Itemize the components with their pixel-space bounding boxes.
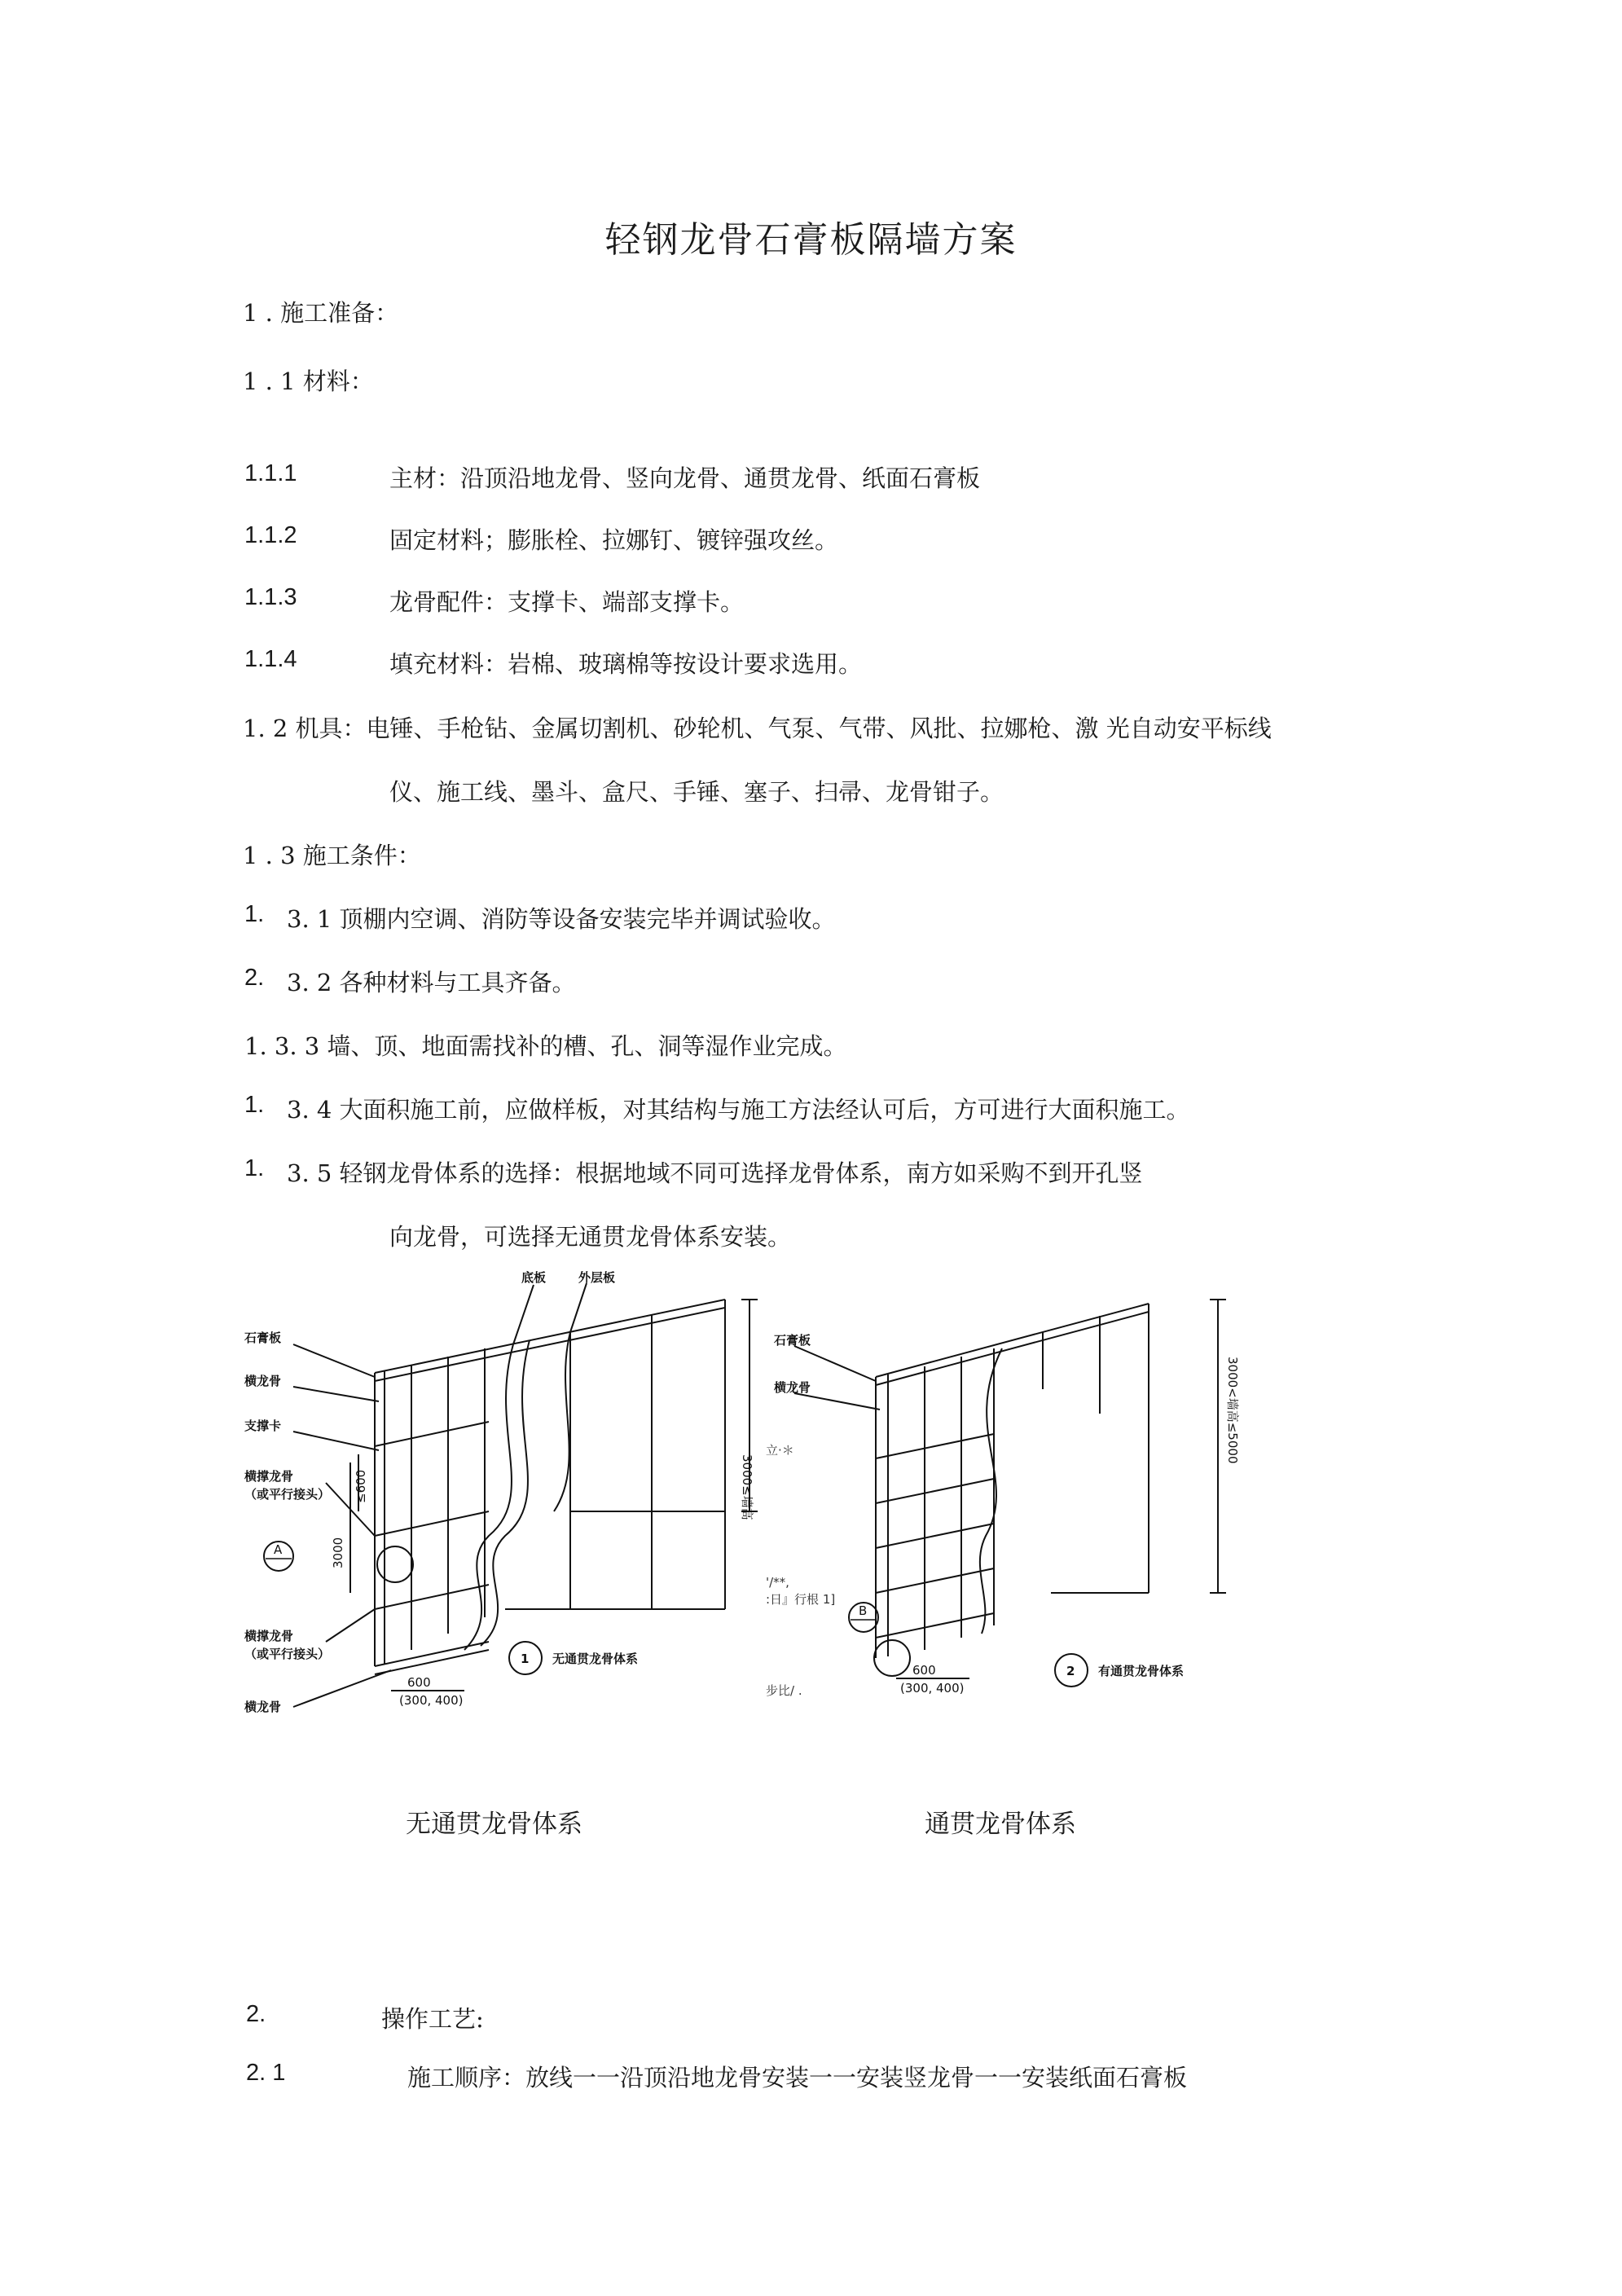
section-2-number: 2.	[246, 2001, 266, 2027]
condition-text: 3. 1 顶棚内空调、消防等设备安装完毕并调试验收。	[287, 905, 836, 933]
section-1-1-heading: 1 . 1 材料：	[243, 367, 374, 395]
figure-system-name: 无通贯龙骨体系	[552, 1652, 639, 1666]
ocr-artifact-text: 步比/ .	[766, 1683, 802, 1698]
callout-a: A	[274, 1542, 283, 1557]
label-outer-board: 外层板	[578, 1270, 616, 1285]
section-2-1-number: 2. 1	[246, 2060, 286, 2086]
material-number: 1.1.2	[244, 522, 297, 548]
tools-line-1: 1. 2 机具：电锤、手枪钻、金属切割机、砂轮机、气泵、气带、风批、拉娜枪、激 光自动安平标线	[243, 715, 1272, 742]
dim-3000: 3000	[331, 1537, 345, 1568]
label-horizontal-brace-note: （或平行接头）	[244, 1487, 331, 1502]
section-1-3-heading: 1 . 3 施工条件：	[243, 842, 421, 869]
section-1-heading: 1 . 施工准备：	[243, 299, 399, 327]
tools-line-2: 仪、施工线、墨斗、盒尺、手锤、塞子、扫帚、龙骨钳子。	[389, 778, 1004, 806]
label-gypsum-board: 石膏板	[244, 1331, 282, 1345]
figure-through-stud-system	[766, 1267, 1295, 1723]
label-horizontal-runner: 横龙骨	[244, 1374, 282, 1388]
section-2-1-text: 施工顺序：放线一一沿顶沿地龙骨安装一一安装竖龙骨一一安装纸面石膏板	[407, 2064, 1188, 2091]
material-text: 填充材料：岩棉、玻璃棉等按设计要求选用。	[389, 650, 863, 678]
section-2-title: 操作工艺:	[381, 2005, 484, 2033]
dim-spacing: (300, 400)	[900, 1681, 965, 1696]
condition-number: 1.	[244, 1155, 265, 1181]
condition-text: 3. 2 各种材料与工具齐备。	[287, 969, 576, 996]
label-horizontal-brace-note: （或平行接头）	[244, 1647, 331, 1661]
condition-number: 1.	[244, 1092, 265, 1118]
label-horizontal-brace: 横撑龙骨	[244, 1629, 294, 1643]
material-text: 龙骨配件：支撑卡、端部支撑卡。	[389, 588, 745, 616]
material-number: 1.1.4	[244, 646, 297, 672]
condition-text-continued: 向龙骨，可选择无通贯龙骨体系安装。	[389, 1223, 792, 1251]
material-number: 1.1.1	[244, 460, 297, 486]
material-text: 固定材料；膨胀栓、拉娜钉、镀锌强攻丝。	[389, 526, 839, 554]
condition-number: 2.	[244, 965, 265, 991]
figure-number: 1	[521, 1652, 530, 1666]
document-title: 轻钢龙骨石膏板隔墙方案	[604, 219, 1018, 261]
dim-wall-height: 3000≤墙高	[740, 1454, 754, 1520]
condition-text: 3. 4 大面积施工前，应做样板，对其结构与施工方法经认可后，方可进行大面积施工。	[287, 1096, 1190, 1124]
dim-spacing: (300, 400)	[399, 1693, 464, 1708]
figure-no-through-stud-system	[244, 1267, 782, 1723]
label-gypsum-board: 石膏板	[774, 1333, 811, 1348]
dim-max-600: ≤600	[354, 1469, 368, 1503]
label-horizontal-brace: 横撑龙骨	[244, 1469, 294, 1484]
figure-system-name: 有通贯龙骨体系	[1098, 1664, 1185, 1678]
label-horizontal-runner: 横龙骨	[774, 1380, 811, 1395]
dim-600: 600	[912, 1663, 936, 1678]
condition-text: 1. 3. 3 墙、顶、地面需找补的槽、孔、洞等湿作业完成。	[244, 1032, 847, 1060]
label-brace-clip: 支撑卡	[244, 1419, 282, 1433]
ocr-artifact-text: :日』行根 1]	[766, 1592, 836, 1607]
label-bottom-runner: 横龙骨	[244, 1700, 282, 1714]
ocr-artifact-text: 立·＊	[766, 1443, 794, 1458]
callout-b: B	[859, 1603, 868, 1618]
material-number: 1.1.3	[244, 584, 297, 610]
caption-right: 通贯龙骨体系	[925, 1810, 1076, 1839]
ocr-artifact-text: '/**,	[766, 1575, 789, 1590]
dim-wall-height: 3000<墙高≤5000	[1225, 1357, 1240, 1464]
caption-left: 无通贯龙骨体系	[406, 1810, 582, 1839]
figure-number: 2	[1066, 1664, 1075, 1678]
condition-text: 3. 5 轻钢龙骨体系的选择：根据地域不同可选择龙骨体系，南方如采购不到开孔竖	[287, 1159, 1143, 1187]
dim-600: 600	[407, 1675, 431, 1690]
material-text: 主材：沿顶沿地龙骨、竖向龙骨、通贯龙骨、纸面石膏板	[389, 464, 981, 492]
label-base-board: 底板	[521, 1270, 547, 1285]
condition-number: 1.	[244, 901, 265, 927]
